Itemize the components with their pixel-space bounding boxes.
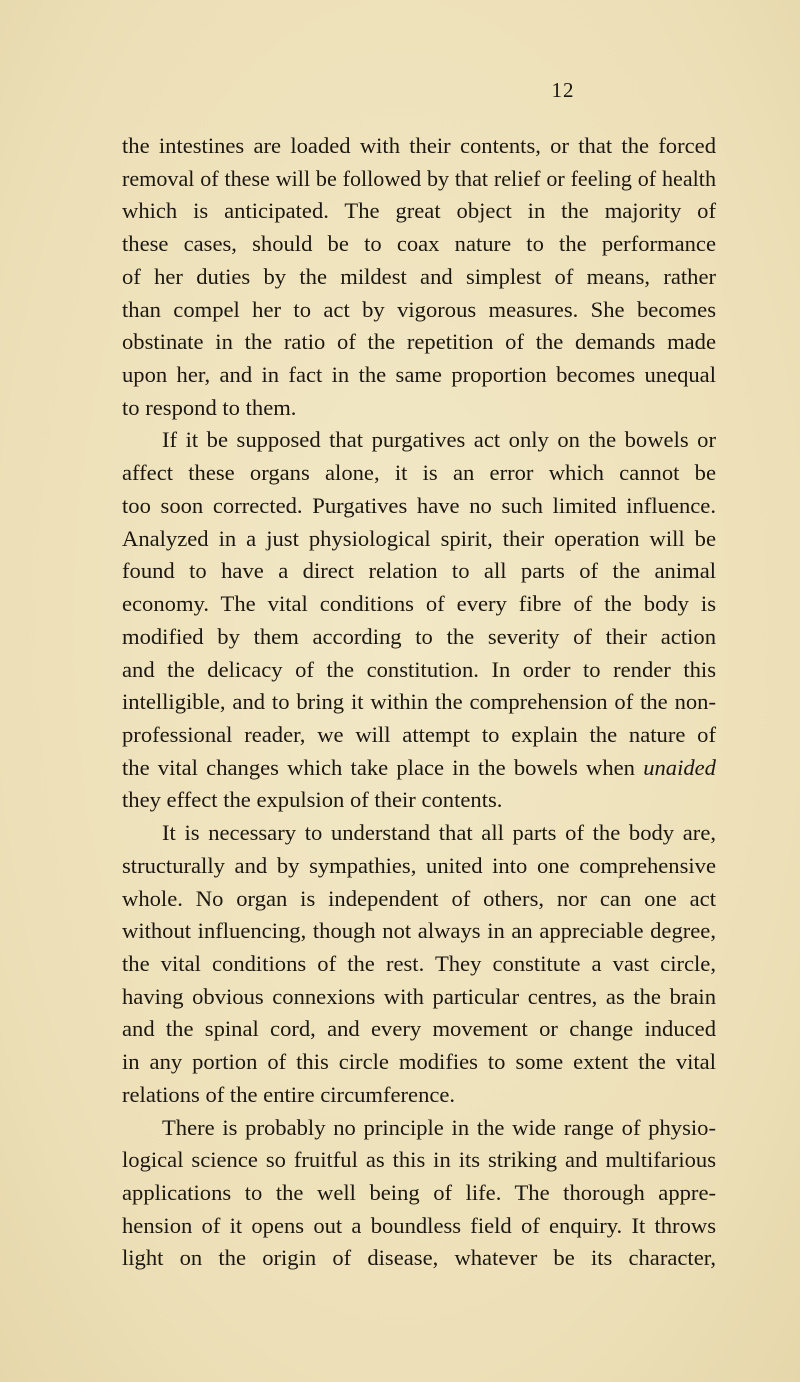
paragraph-start-line: If it be supposed that purgatives act only on the bowels or [162,427,716,453]
text-line: light on the origin of disease, whatever be its character, [122,1245,716,1271]
text-line: without influencing, though not always in an appreciable degree, [122,918,716,944]
text-line: modified by them according to the severity of their action [122,623,716,649]
text-line: professional reader, we will attempt to explain the nature of [122,721,716,747]
text-line: affect these organs alone, it is an error which cannot be [122,460,716,486]
text-line: they effect the expulsion of their contents. [122,787,503,813]
text-line: of her duties by the mildest and simplest of means, rather [122,263,716,289]
body-text [122,130,716,1275]
text-line: relations of the entire circumference. [122,1081,456,1107]
text-line: the vital conditions of the rest. They constitute a vast circle, [122,950,716,976]
text-line: and the delicacy of the constitution. In order to render this [122,656,716,682]
text-line: whole. No organ is independent of others, nor can one act [122,885,716,911]
text-segment: the vital changes which take place in the bowels when [122,754,635,780]
text-line: than compel her to act by vigorous measures. She becomes [122,296,716,322]
text-line: the intestines are loaded with their contents, or that the forced [122,133,716,158]
text-line: and the spinal cord, and every movement or change induced [122,1016,716,1042]
text-line: upon her, and in fact in the same proportion becomes unequal [122,362,716,388]
text-line: intelligible, and to bring it within the comprehension of the non- [122,689,716,715]
italic-word: unaided [643,754,716,780]
text-line: applications to the well being of life. The thorough appre- [122,1180,716,1205]
paragraph-start-line: There is probably no principle in the wide range of physio- [162,1114,716,1140]
text-line: having obvious connexions with particular centres, as the brain [122,983,716,1009]
text-line: found to have a direct relation to all parts of the animal [122,558,716,584]
text-line: to respond to them. [122,394,297,420]
text-line: structurally and by sympathies, united into one comprehensive [122,852,716,878]
text-line: which is anticipated. The great object in the majority of [122,198,716,224]
text-line: economy. The vital conditions of every fibre of the body is [122,591,716,617]
text-line: obstinate in the ratio of the repetition of the demands made [122,329,716,355]
text-line: too soon corrected. Purgatives have no such limited influence. [122,492,716,518]
text-line: logical science so fruitful as this in its striking and multifarious [122,1147,716,1173]
text-line-with-italic [122,752,716,785]
paragraph-start-line: It is necessary to understand that all parts of the body are, [162,820,716,846]
text-line: in any portion of this circle modifies to some extent the vital [122,1049,716,1075]
text-line: Analyzed in a just physiological spirit, their operation will be [122,525,716,551]
text-line: hension of it opens out a boundless field of enquiry. It throws [122,1212,716,1238]
text-line: removal of these will be followed by that relief or feeling of health [122,165,716,191]
page-number: 12 [551,78,575,102]
text-line: these cases, should be to coax nature to the performance [122,231,716,257]
